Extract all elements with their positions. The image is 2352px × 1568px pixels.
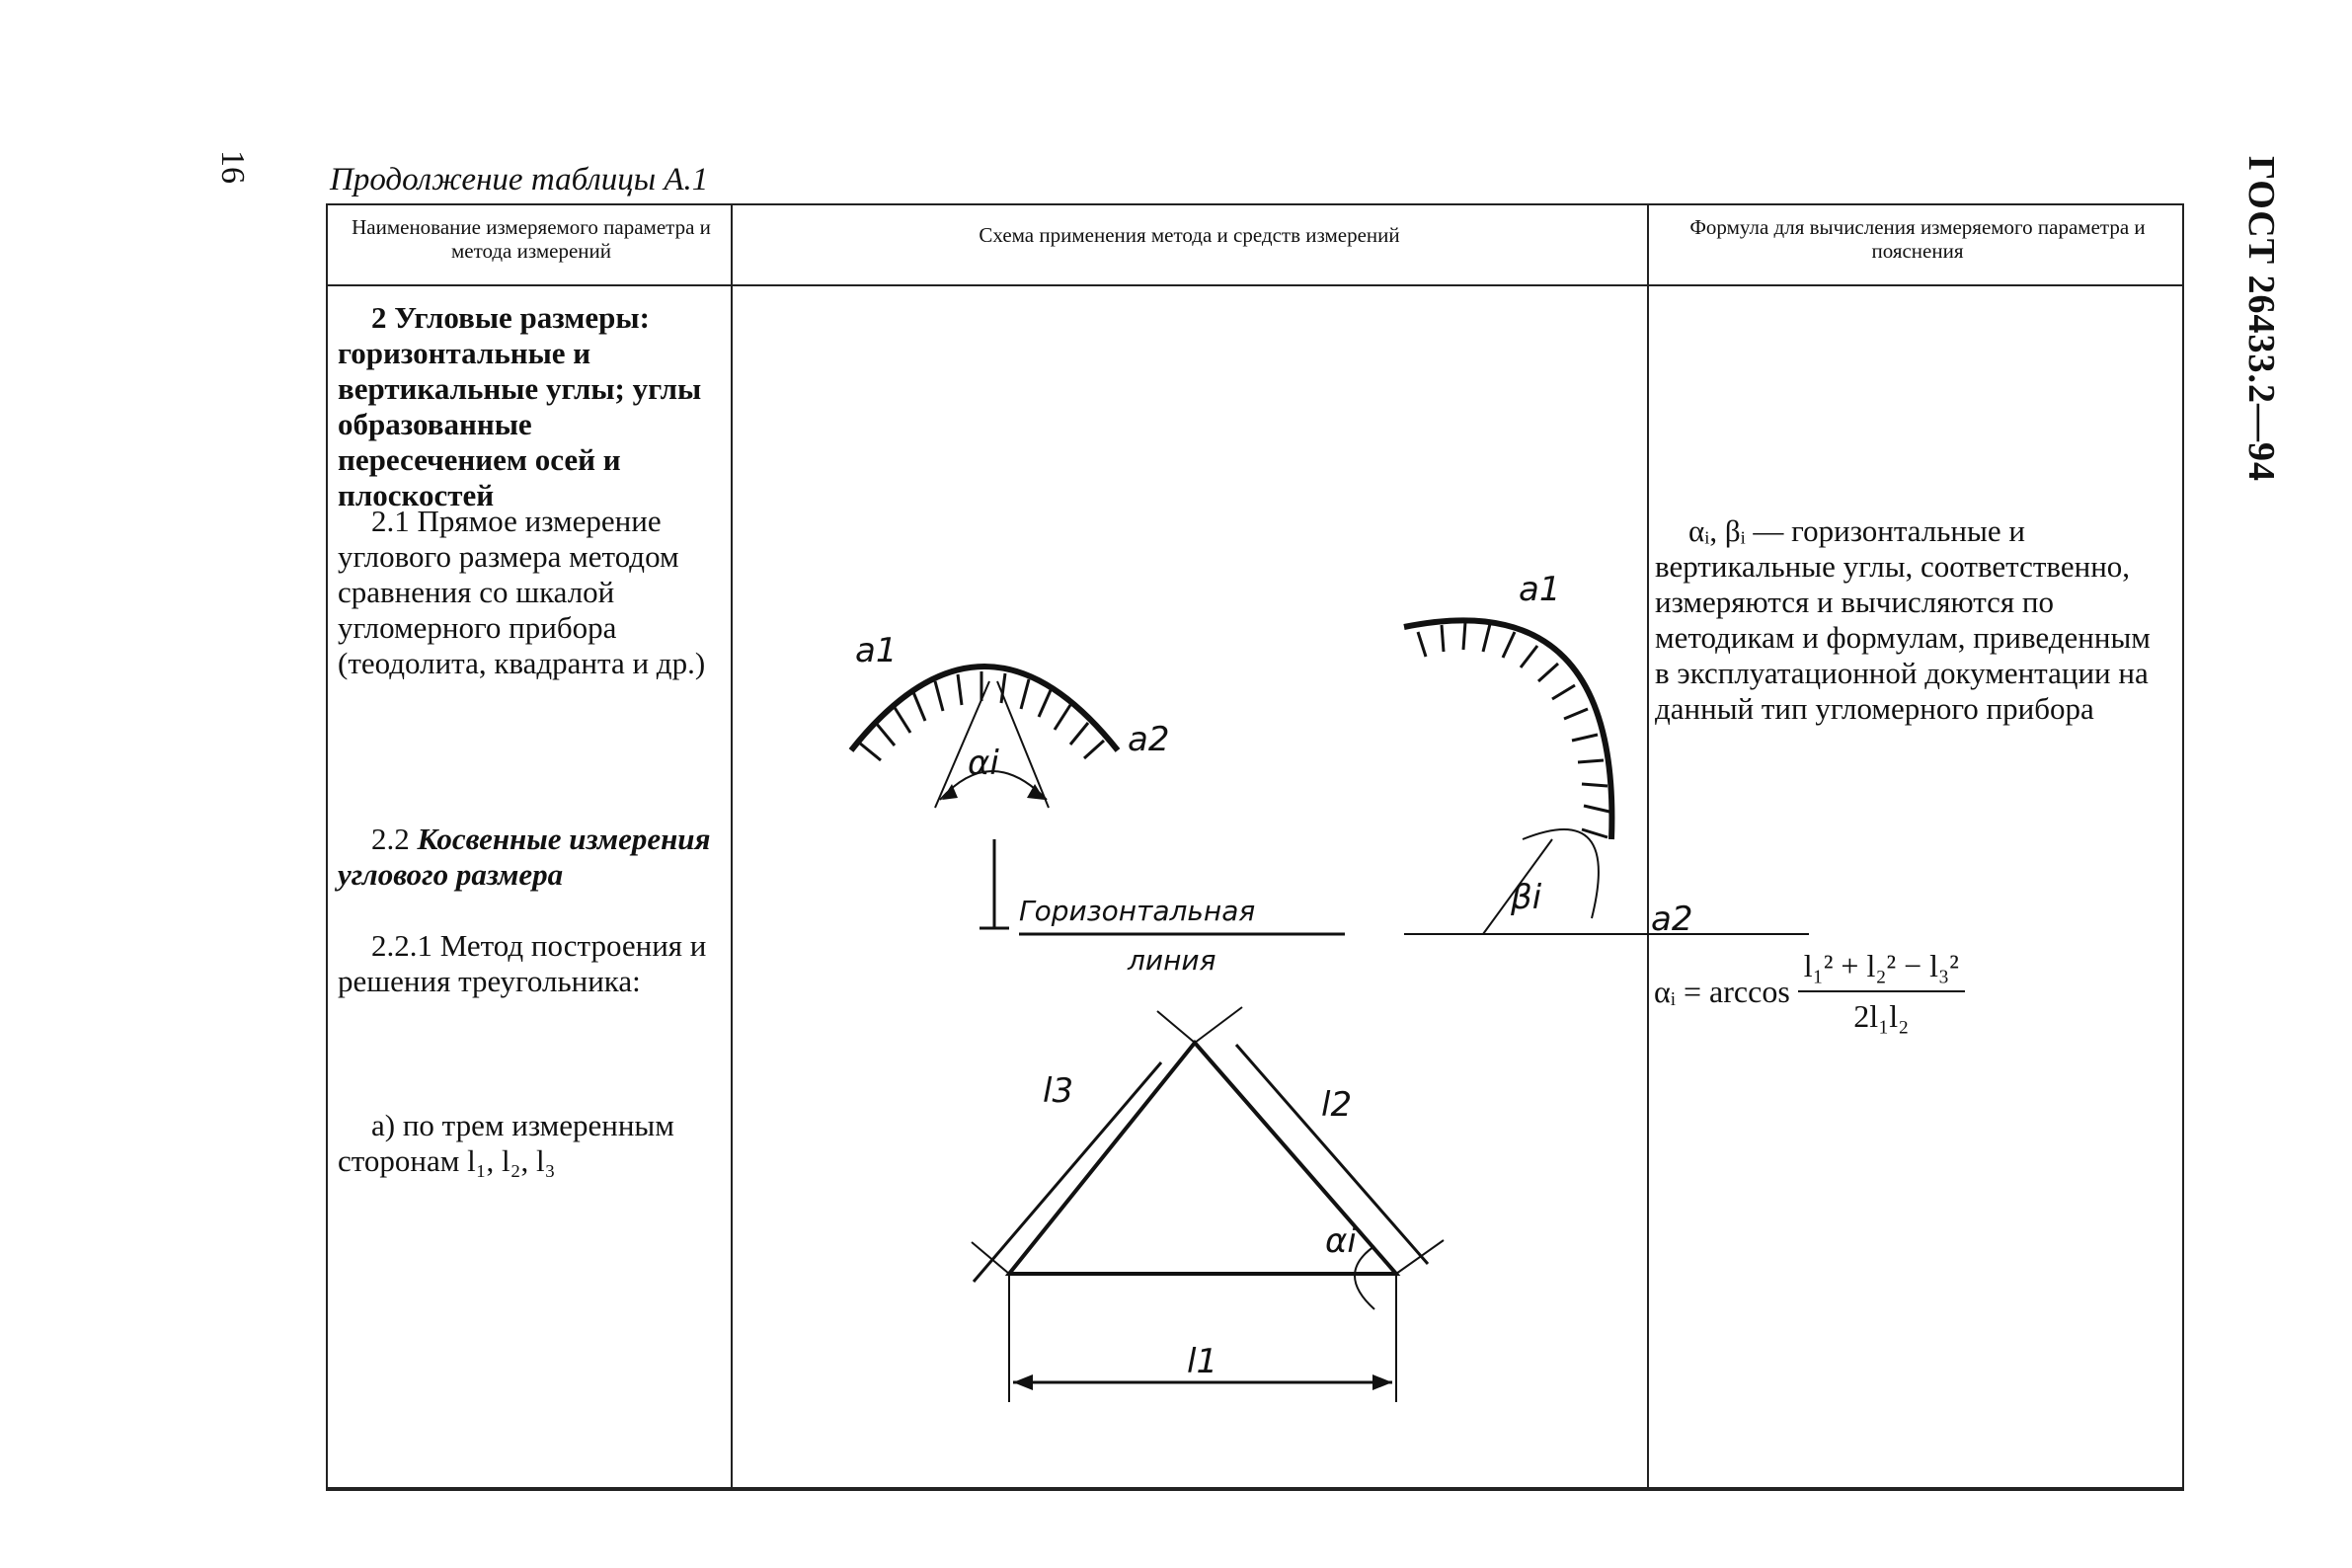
arccos-formula (1654, 948, 1965, 1035)
table (326, 203, 2184, 1491)
explanation-block (1655, 513, 2168, 727)
formula-fraction (1798, 948, 1965, 1035)
section-2-1-text: 2.1 Прямое измерение углового размера методом сравнения со шкалой угломерного прибора (теодолита, квадранта и др.) (338, 504, 706, 680)
section-2-2-1 (338, 928, 723, 999)
horizon-label-1: Горизонтальная (1019, 895, 1256, 927)
column-divider-2 (1647, 205, 1649, 1487)
section-2-2-text: Косвенные измерения углового размера (338, 822, 711, 892)
triangle-label-l2: l2 (1321, 1085, 1353, 1125)
left-label-a2: a2 (1128, 720, 1170, 759)
right-label-beta: βi (1511, 878, 1542, 917)
right-label-a2: a2 (1651, 900, 1693, 939)
right-scale-arc (1404, 620, 1611, 839)
triangle-label-alpha: αi (1325, 1221, 1357, 1261)
section-a-text: а) по трем измеренным сторонам l₁, l₂, l₃ (338, 1108, 674, 1178)
right-scale-ticks (1418, 622, 1609, 837)
dim-l3-ext2 (1157, 1011, 1195, 1043)
section-2-title (338, 300, 723, 513)
formula-numerator: l₁² + l₂² − l₃² (1798, 948, 1965, 992)
section-2-text: 2 Угловые размеры: горизонтальные и вертикальные углы; углы образованные пересечением осей и плоскостей (338, 300, 702, 512)
diagram-canvas (733, 286, 1693, 1487)
section-2-2 (338, 822, 723, 893)
header-col2: Схема применения метода и средств измерений (979, 223, 1400, 247)
formula-lhs: αᵢ = arccos (1654, 973, 1790, 1009)
triangle-label-l1: l1 (1187, 1342, 1218, 1381)
section-a (338, 1108, 723, 1179)
arrow-l1-left (1013, 1374, 1033, 1390)
dim-l2-ext1 (1195, 1007, 1242, 1043)
left-label-alpha: αi (968, 744, 999, 783)
page-number: 16 (214, 150, 251, 184)
arrow-l1-right (1372, 1374, 1392, 1390)
left-label-a1: a1 (855, 631, 898, 670)
horizon-label-2: линия (1128, 944, 1216, 977)
header-col3: Формула для вычисления измеряемого параметра и пояснения (1689, 215, 2146, 263)
section-2-2-number: 2.2 (371, 822, 410, 856)
triangle-angle-arc (1355, 1246, 1374, 1309)
right-label-a1: a1 (1519, 570, 1561, 609)
section-2-2-1-text: 2.2.1 Метод построения и решения треугольника: (338, 928, 707, 998)
header-col1: Наименование измеряемого параметра и метода измерений (352, 215, 711, 263)
triangle-label-l3: l3 (1043, 1071, 1074, 1111)
table-caption: Продолжение таблицы А.1 (330, 162, 709, 197)
section-2-1 (338, 504, 723, 681)
left-scale-arc (851, 666, 1118, 750)
formula-denominator: 2l₁l₂ (1853, 998, 1910, 1034)
standard-label: ГОСТ 26433.2—94 (2240, 156, 2282, 483)
explanation-text: αᵢ, βᵢ — горизонтальные и вертикальные углы, соответственно, измеряются и вычисляются по методикам и формулам, приведенным в эксплуатационной документации на данный тип угломерного прибора (1655, 513, 2151, 726)
dim-l2-ext2 (1396, 1240, 1444, 1274)
